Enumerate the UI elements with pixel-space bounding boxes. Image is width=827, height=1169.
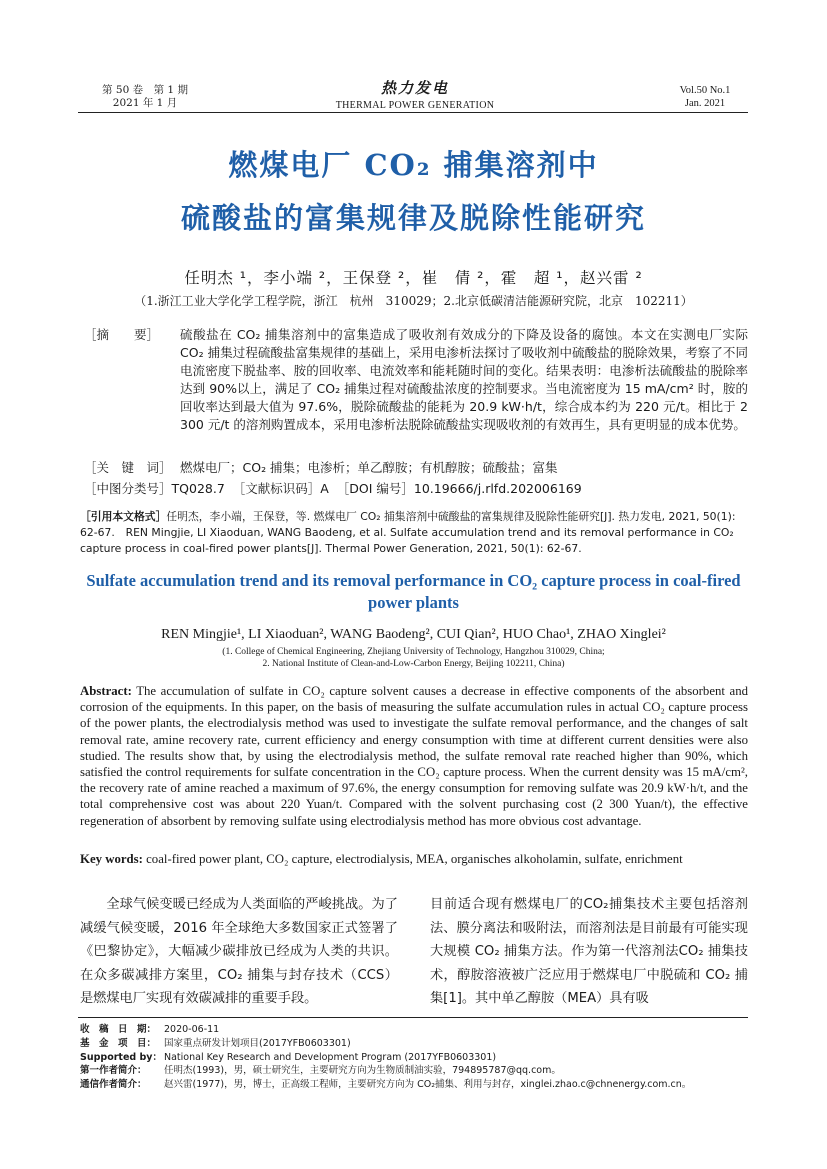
classification-row <box>84 480 748 498</box>
abstract-en-label: Abstract: <box>80 684 132 698</box>
keywords-cn-label: ［关 键 词］ <box>84 460 172 475</box>
footnotes <box>80 1023 691 1092</box>
affiliation-en-1: (1. College of Chemical Engineering, Zhejiang University of Technology, Hangzhou 310029, China; <box>222 647 605 657</box>
footnote-text: 赵兴雷(1977)，男，博士，正高级工程师，主要研究方向为 CO₂捕集、利用与封存，xinglei.zhao.c@chnenergy.com.cn。 <box>164 1079 692 1091</box>
header-rule <box>78 112 748 113</box>
header-vol-en: Vol.50 No.1 <box>679 85 731 96</box>
abstract-cn-block <box>84 326 748 454</box>
abstract-en <box>80 683 748 829</box>
doccode-label: ［文献标识码］ <box>232 481 321 496</box>
footnote-supported <box>80 1051 691 1065</box>
citation-format <box>80 509 748 557</box>
footnote-fund <box>80 1037 691 1051</box>
footnote-label: 收 稿 日 期： <box>80 1024 157 1035</box>
footnote-label: 基 金 项 目： <box>80 1037 157 1049</box>
footnote-received <box>80 1023 691 1037</box>
body-column-left: 全球气候变暖已经成为人类面临的严峻挑战。为了减缓气候变暖，2016 年全球绝大多数国家正式签署了《巴黎协定》，大幅减少碳排放已经成为人类的共识。在众多碳减排方案里，CO₂ 捕集与封存技术（CCS）是燃煤电厂实现有效碳减排的重要手段。 <box>80 897 398 1007</box>
footnote-text: National Key Research and Development Program (2017YFB0603301) <box>164 1051 497 1063</box>
keywords-en-text: coal-fired power plant, CO₂ capture, electrodialysis, MEA, organisches alkoholamin, sulfate, enrichment <box>146 852 683 866</box>
doccode-value: A <box>320 481 329 496</box>
footnote-label: Supported by： <box>80 1051 163 1063</box>
header-vol-cn: 第 50 卷 第 1 期 <box>102 84 188 96</box>
footnote-rule <box>78 1017 748 1018</box>
journal-masthead <box>280 80 550 112</box>
authors-en: REN Mingjie¹, LI Xiaoduan², WANG Baodeng², CUI Qian², HUO Chao¹, ZHAO Xinglei² <box>161 627 666 642</box>
abstract-cn-label: ［摘 要］ <box>84 327 160 342</box>
body-column-right: 目前适合现有燃煤电厂的CO₂捕集技术主要包括溶剂法、膜分离法和吸附法，而溶剂法是目前最有可能实现大规模 CO₂ 捕集方法。作为第一代溶剂法CO₂ 捕集技术，醇胺溶液被广泛应用于燃煤电厂中脱硫和 CO₂ 捕集[1]。其中单乙醇胺（MEA）具有吸 <box>430 897 748 1007</box>
footnote-label: 第一作者简介： <box>80 1065 147 1077</box>
footnote-text: 2020-06-11 <box>164 1024 220 1035</box>
abstract-cn-text: 硫酸盐在 CO₂ 捕集溶剂中的富集造成了吸收剂有效成分的下降及设备的腐蚀。本文在实测电厂实际 CO₂ 捕集过程硫酸盐富集规律的基础上，采用电渗析法探讨了吸收剂中硫酸盐的脱除效果，考察了不同电流密度下脱盐率、胺的回收率、电流效率和能耗随时间的变化。结果表明：电渗析法硫酸盐的脱除率达到 90%以上，满足了 CO₂ 捕集过程对硫酸盐浓度的控制要求。当电流密度为 15 mA/cm² 时，胺的回收率达到最大值为 97.6%，脱除硫酸盐的能耗为 20.9 kW·h/t，综合成本约为 220 元/t。相比于 2 300 元/t 的溶剂购置成本，采用电渗析法脱除硫酸盐实现吸收剂的有效再生，具有更明显的成本优势。 <box>180 327 748 432</box>
footnote-text: 国家重点研发计划项目(2017YFB0603301) <box>164 1037 351 1049</box>
class-label: ［中图分类号］ <box>84 481 172 496</box>
footnote-first-author <box>80 1064 691 1078</box>
affiliation-en-2: 2. National Institute of Clean-and-Low-Carbon Energy, Beijing 102211, China) <box>262 659 565 669</box>
title-cn-line1: 燃煤电厂 CO₂ 捕集溶剂中 <box>228 148 599 182</box>
header-date-cn: 2021 年 1 月 <box>112 97 178 109</box>
affiliations-cn: （1.浙江工业大学化学工程学院，浙江 杭州 310029；2.北京低碳清洁能源研究院，北京 102211） <box>134 294 693 308</box>
affiliations-en <box>80 646 747 670</box>
class-value: TQ028.7 <box>171 481 225 496</box>
doi-value: 10.19666/j.rlfd.202006169 <box>413 481 582 496</box>
header-volume-cn <box>100 84 190 110</box>
cite-text: 任明杰，李小端，王保登，等. 燃煤电厂 CO₂ 捕集溶剂中硫酸盐的富集规律及脱除性能研究[J]. 热力发电, 2021, 50(1): 62-67. REN Mingjie, LI Xiaoduan, WANG Baodeng, et al. Sulfate accumulation trend and its removal performance in CO₂ capture process in coal-fired power plants[J]. Thermal Power Generation, 2021, 50(1): 62-67. <box>80 510 736 555</box>
abstract-en-text: The accumulation of sulfate in CO₂ capture solvent causes a decrease in effective components of the absorbent and corrosion of the equipments. In this paper, on the basis of measuring the sulfate accumulation rules in actual CO₂ capture process of the power plants, the electrodialysis method was used to investigate the sulfate removal performance, and the changes of salt removal rate, amine recovery rate, current efficiency and energy consumption with time at different current densities were also studied. The results show that, by using the electrodialysis method, the sulfate removal rate reached higher than 90%, which satisfied the control requirements for sulfate concentration in the CO₂ capture process. When the current density was 15 mA/cm², the recovery rate of amine reached a maximum of 97.6%, the energy consumption for removing sulfate was 20.9 kW·h/t, and the total comprehensive cost was about 220 Yuan/t. Compared with the solvent purchasing cost (2 300 Yuan/t), the effective regeneration of absorbent by removing sulfate using electrodialysis method has more obvious cost advantage. <box>80 684 748 828</box>
title-cn-line2: 硫酸盐的富集规律及脱除性能研究 <box>180 201 646 235</box>
journal-name-cn: 热力发电 <box>380 79 449 97</box>
footnote-label: 通信作者简介： <box>80 1079 147 1091</box>
title-en: Sulfate accumulation trend and its removal performance in CO₂ capture process in coal-fired power plants <box>86 571 741 612</box>
keywords-en-label: Key words: <box>80 852 143 866</box>
header-volume-en <box>655 84 755 110</box>
header-date-en: Jan. 2021 <box>684 98 726 109</box>
keywords-cn-text: 燃煤电厂；CO₂ 捕集；电渗析；单乙醇胺；有机醇胺；硫酸盐；富集 <box>180 460 558 475</box>
doi-label: ［DOI 编号］ <box>336 481 414 496</box>
cite-label: ［引用本文格式］ <box>80 510 167 523</box>
footnote-text: 任明杰(1993)，男，硕士研究生，主要研究方向为生物质制油实验，794895787@qq.com。 <box>164 1065 561 1077</box>
keywords-en <box>80 851 748 867</box>
authors-cn: 任明杰 ¹，李小端 ²，王保登 ²，崔 倩 ²，霍 超 ¹，赵兴雷 ² <box>184 269 643 287</box>
footnote-corresponding-author <box>80 1078 691 1092</box>
journal-name-en: THERMAL POWER GENERATION <box>335 100 495 111</box>
